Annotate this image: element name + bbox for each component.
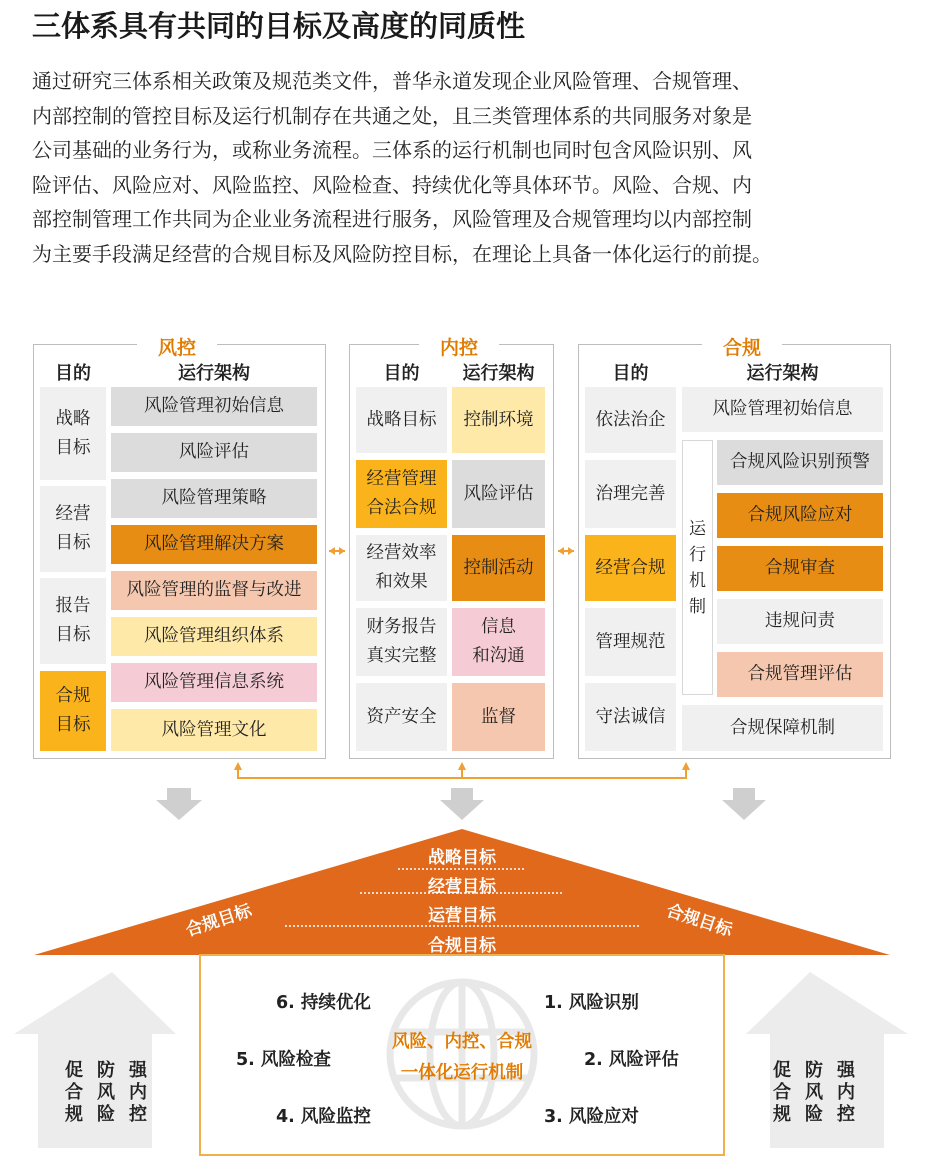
risk-structure-culture: 风险管理文化 bbox=[111, 709, 317, 751]
compliance-purpose-governance: 治理完善 bbox=[585, 460, 676, 528]
internal-purpose-strategy: 战略目标 bbox=[356, 387, 447, 453]
risk-structure-organization: 风险管理组织体系 bbox=[111, 617, 317, 656]
internal-structure-environment: 控制环境 bbox=[452, 387, 545, 453]
risk-structure-header: 运行架构 bbox=[178, 363, 250, 384]
risk-purpose-compliance: 合规 目标 bbox=[40, 671, 106, 751]
compliance-purpose-operation: 经营合规 bbox=[585, 535, 676, 601]
left-pillar-control: 强内控 bbox=[129, 1060, 147, 1125]
mechanism-step-assess: 2. 风险评估 bbox=[584, 1050, 679, 1070]
internal-structure-info-communication: 信息 和沟通 bbox=[452, 608, 545, 676]
right-pillar-compliance: 促合规 bbox=[773, 1060, 791, 1125]
risk-structure-supervision: 风险管理的监督与改进 bbox=[111, 571, 317, 610]
risk-purpose-header: 目的 bbox=[55, 363, 91, 384]
mechanism-step-respond: 3. 风险应对 bbox=[544, 1107, 639, 1127]
compliance-purpose-management: 管理规范 bbox=[585, 608, 676, 676]
risk-structure-strategy: 风险管理策略 bbox=[111, 479, 317, 518]
roof-band-operation: 经营目标 bbox=[428, 877, 496, 897]
risk-structure-info-system: 风险管理信息系统 bbox=[111, 663, 317, 702]
internal-structure-header: 运行架构 bbox=[462, 363, 535, 384]
risk-structure-initial-info: 风险管理初始信息 bbox=[111, 387, 317, 426]
compliance-purpose-rule-of-law: 依法治企 bbox=[585, 387, 676, 453]
left-pillar-risk: 防风险 bbox=[97, 1060, 115, 1125]
left-pillar-compliance: 促合规 bbox=[65, 1060, 83, 1125]
mechanism-center-label: 风险、内控、合规 一体化运行机制 bbox=[392, 1032, 532, 1083]
right-pillar-control: 强内控 bbox=[837, 1060, 855, 1125]
compliance-structure-header: 运行架构 bbox=[746, 363, 819, 384]
right-pillar-risk: 防风险 bbox=[805, 1060, 823, 1125]
compliance-structure-initial-info: 风险管理初始信息 bbox=[682, 387, 883, 432]
compliance-structure-accountability: 违规问责 bbox=[717, 599, 883, 644]
compliance-structure-response: 合规风险应对 bbox=[717, 493, 883, 538]
compliance-structure-evaluation: 合规管理评估 bbox=[717, 652, 883, 697]
compliance-mechanism-label: 运行机制 bbox=[689, 518, 706, 617]
risk-panel-title: 风控 bbox=[137, 333, 217, 360]
paragraph-line: 为主要手段满足经营的合规目标及风险防控目标，在理论上具备一体化运行的前提。 bbox=[32, 241, 772, 266]
paragraph-line: 部控制管理工作共同为企业业务流程进行服务，风险管理及合规管理均以内部控制 bbox=[32, 207, 752, 232]
roof-right-label: 合规目标 bbox=[663, 900, 735, 941]
compliance-structure-identify-warn: 合规风险识别预警 bbox=[717, 440, 883, 485]
risk-purpose-report: 报告 目标 bbox=[40, 578, 106, 664]
internal-control-panel-title: 内控 bbox=[419, 333, 499, 360]
internal-purpose-efficiency: 经营效率 和效果 bbox=[356, 535, 447, 601]
risk-purpose-strategy: 战略 目标 bbox=[40, 387, 106, 480]
compliance-purpose-header: 目的 bbox=[612, 363, 649, 384]
risk-structure-assessment: 风险评估 bbox=[111, 433, 317, 472]
paragraph-line: 险评估、风险应对、风险监控、风险检查、持续优化等具体环节。风险、合规、内 bbox=[32, 172, 752, 197]
internal-purpose-asset-safety: 资产安全 bbox=[356, 683, 447, 751]
internal-structure-supervision: 监督 bbox=[452, 683, 545, 751]
roof-left-label: 合规目标 bbox=[183, 900, 255, 941]
internal-purpose-legal-compliance: 经营管理 合法合规 bbox=[356, 460, 447, 528]
roof-band-strategy: 战略目标 bbox=[428, 848, 496, 868]
page-title: 三体系具有共同的目标及高度的同质性 bbox=[32, 9, 526, 43]
mechanism-step-inspect: 5. 风险检查 bbox=[236, 1050, 331, 1070]
internal-purpose-header: 目的 bbox=[383, 363, 420, 384]
roof-band-compliance: 合规目标 bbox=[428, 936, 496, 956]
compliance-structure-review: 合规审查 bbox=[717, 546, 883, 591]
mechanism-step-monitor: 4. 风险监控 bbox=[276, 1107, 371, 1127]
compliance-purpose-integrity: 守法诚信 bbox=[585, 683, 676, 751]
risk-purpose-operation: 经营 目标 bbox=[40, 486, 106, 572]
paragraph-line: 通过研究三体系相关政策及规范类文件，普华永道发现企业风险管理、合规管理、 bbox=[32, 69, 752, 93]
compliance-panel-title: 合规 bbox=[702, 333, 782, 360]
internal-structure-risk-assessment: 风险评估 bbox=[452, 460, 545, 528]
risk-structure-solution: 风险管理解决方案 bbox=[111, 525, 317, 564]
mechanism-step-optimize: 6. 持续优化 bbox=[276, 993, 371, 1013]
paragraph-line: 公司基础的业务行为，或称业务流程。三体系的运行机制也同时包含风险识别、风 bbox=[32, 138, 752, 163]
paragraph-line: 内部控制的管控目标及运行机制存在共通之处，且三类管理体系的共同服务对象是 bbox=[32, 103, 752, 128]
internal-purpose-financial-report: 财务报告 真实完整 bbox=[356, 608, 447, 676]
roof-band-running: 运营目标 bbox=[428, 906, 496, 926]
mechanism-step-identify: 1. 风险识别 bbox=[544, 993, 639, 1013]
internal-structure-control-activity: 控制活动 bbox=[452, 535, 545, 601]
compliance-structure-guarantee: 合规保障机制 bbox=[682, 705, 883, 751]
